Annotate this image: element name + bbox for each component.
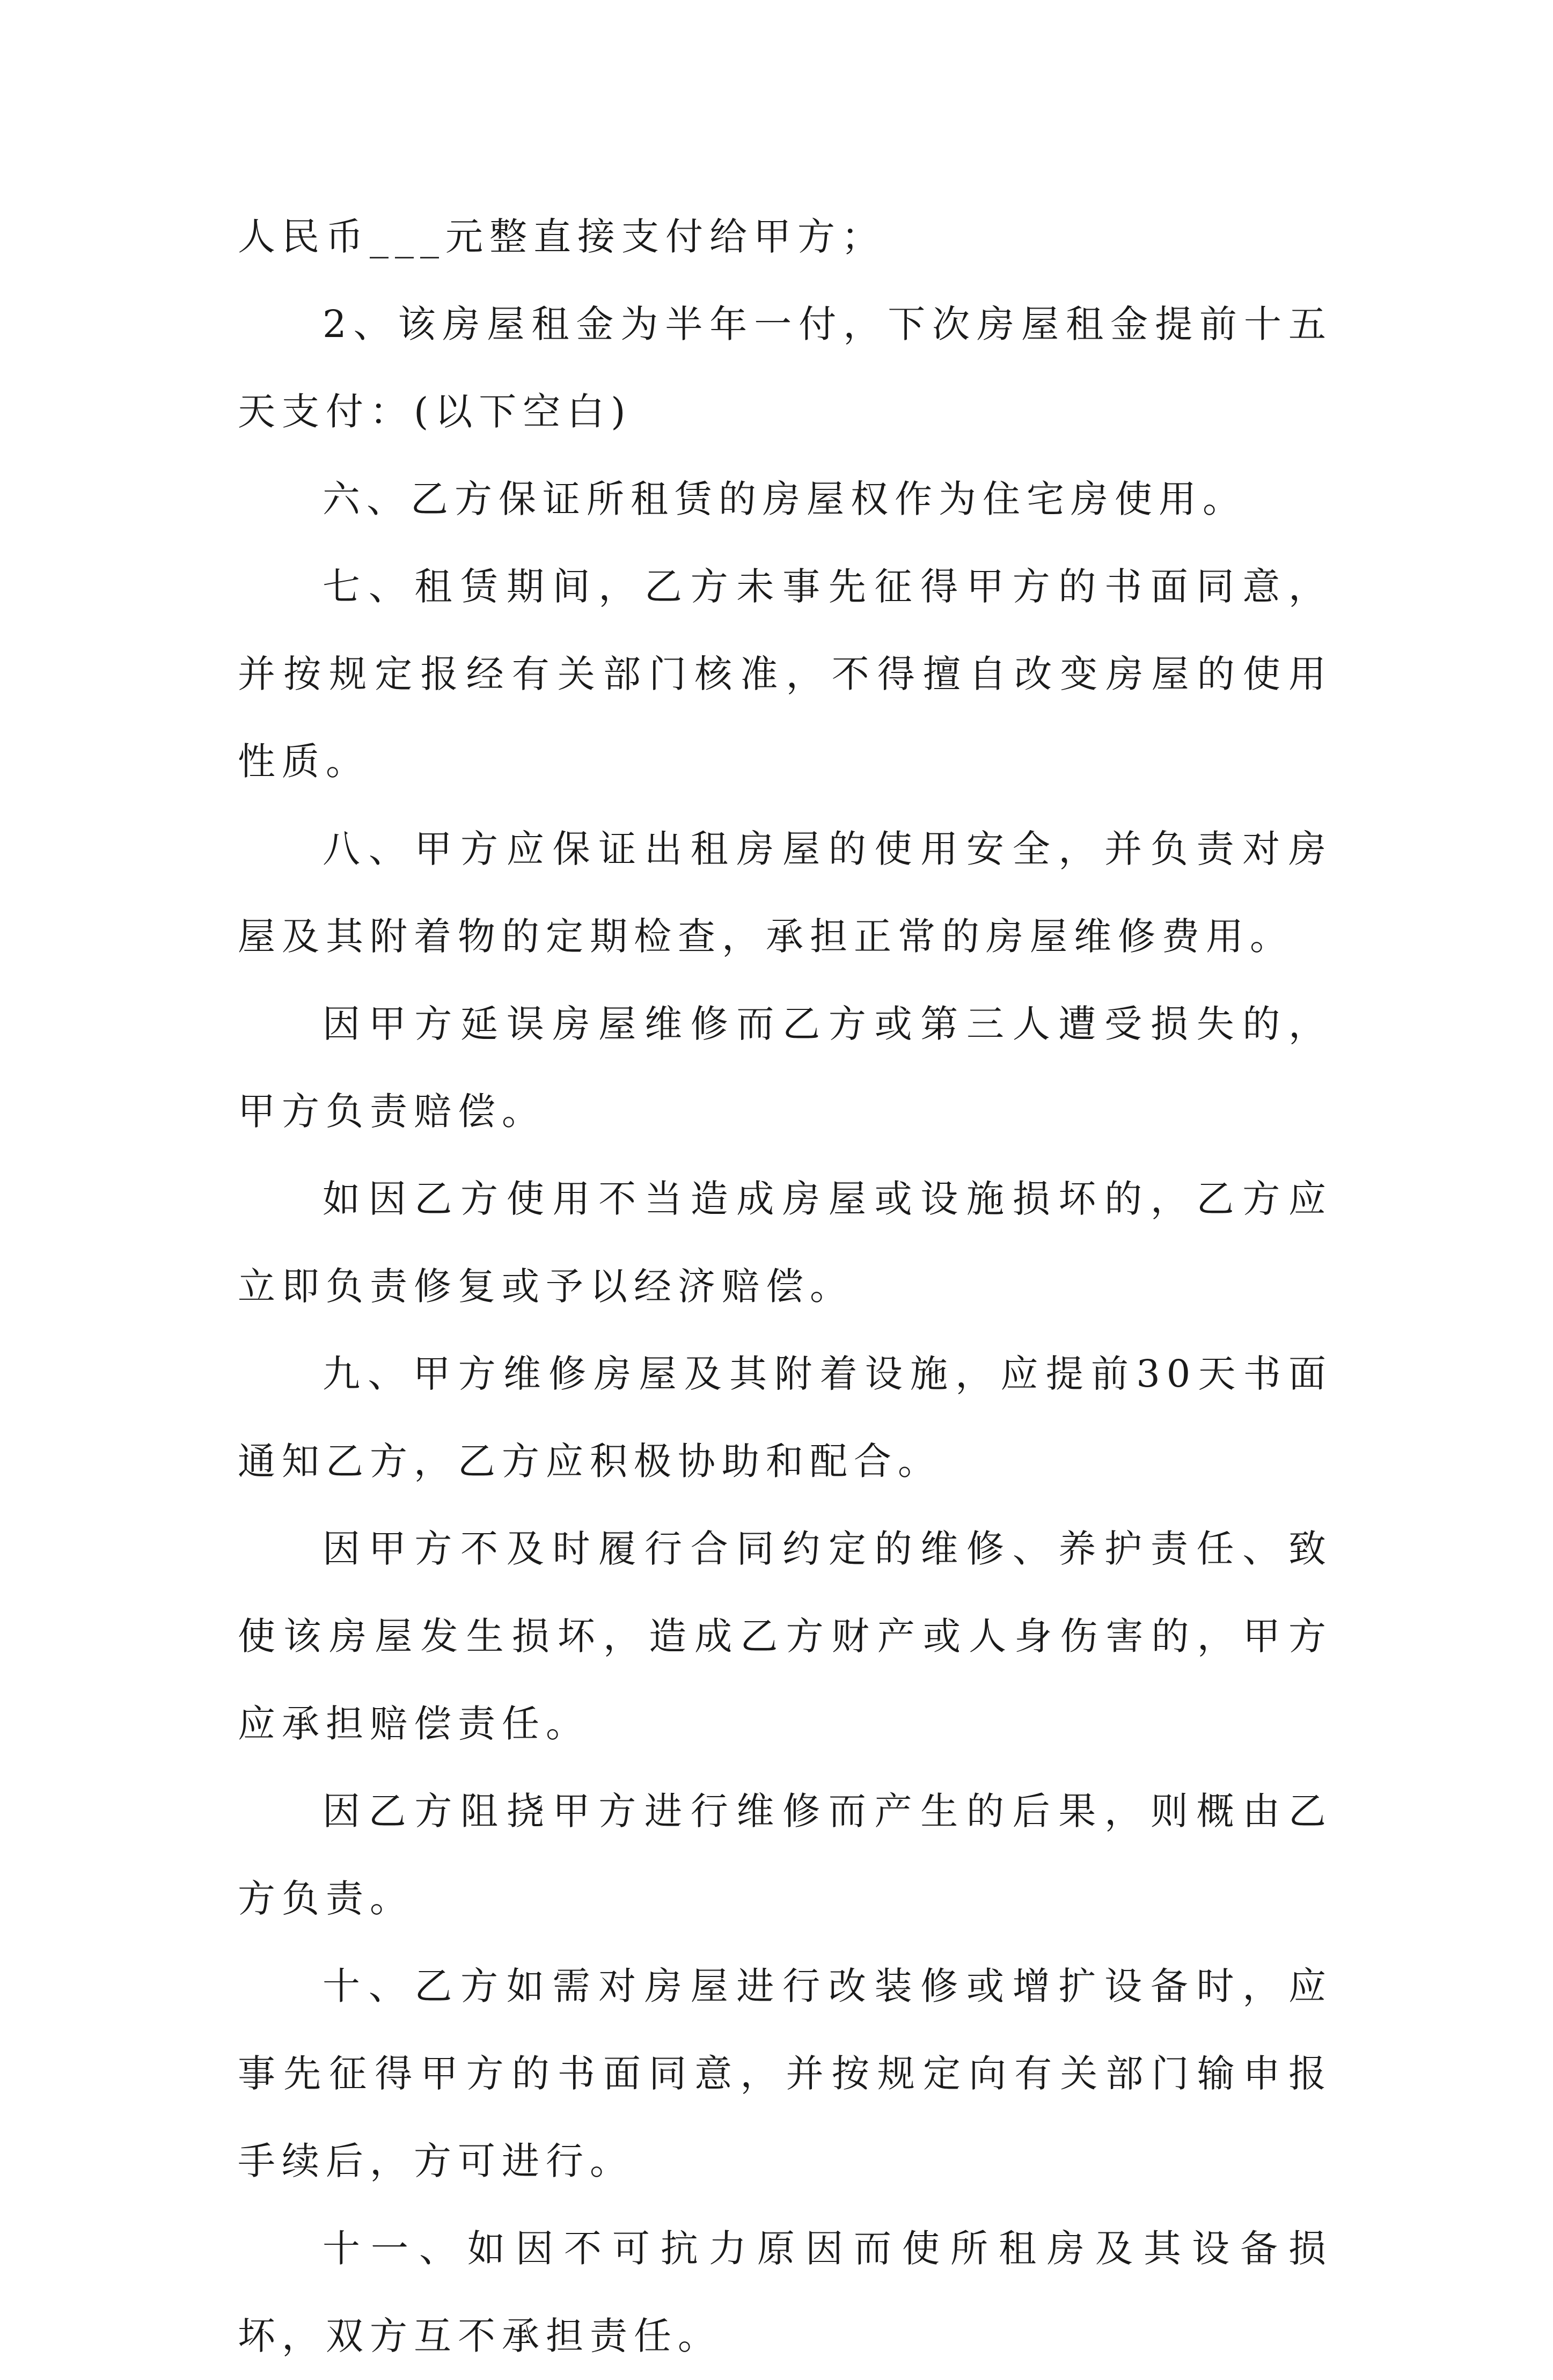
document-body [238, 193, 1332, 2380]
paragraph-rent-schedule: 2、该房屋租金为半年一付，下次房屋租金提前十五天支付：(以下空白) [238, 302, 1332, 434]
paragraph-clause-9-liability: 因甲方不及时履行合同约定的维修、养护责任、致使该房屋发生损坏，造成乙方财产或人身伤害的，甲方应承担赔偿责任。 [238, 1527, 1332, 1746]
paragraph-clause-10: 十、乙方如需对房屋进行改装修或增扩设备时，应事先征得甲方的书面同意，并按规定向有关部门输申报手续后，方可进行。 [238, 1964, 1332, 2183]
paragraph-clause-8-delay: 因甲方延误房屋维修而乙方或第三人遭受损失的，甲方负责赔偿。 [238, 1002, 1332, 1133]
paragraph-clause-9: 九、甲方维修房屋及其附着设施，应提前30天书面通知乙方，乙方应积极协助和配合。 [238, 1352, 1332, 1483]
paragraph-clause-8-damage: 如因乙方使用不当造成房屋或设施损坏的，乙方应立即负责修复或予以经济赔偿。 [238, 1177, 1332, 1308]
paragraph-clause-6: 六、乙方保证所租赁的房屋权作为住宅房使用。 [323, 477, 1247, 521]
paragraph-clause-7: 七、租赁期间，乙方未事先征得甲方的书面同意，并按规定报经有关部门核准，不得擅自改变房屋的使用性质。 [238, 565, 1332, 783]
paragraph-payment-continuation: 人民币___元整直接支付给甲方； [238, 215, 885, 259]
paragraph-clause-8: 八、甲方应保证出租房屋的使用安全，并负责对房屋及其附着物的定期检查，承担正常的房屋维修费用。 [238, 827, 1332, 958]
paragraph-clause-11: 十一、如因不可抗力原因而使所租房及其设备损坏，双方互不承担责任。 [238, 2227, 1332, 2358]
paragraph-clause-9-obstruction: 因乙方阻挠甲方进行维修而产生的后果，则概由乙方负责。 [238, 1789, 1332, 1921]
